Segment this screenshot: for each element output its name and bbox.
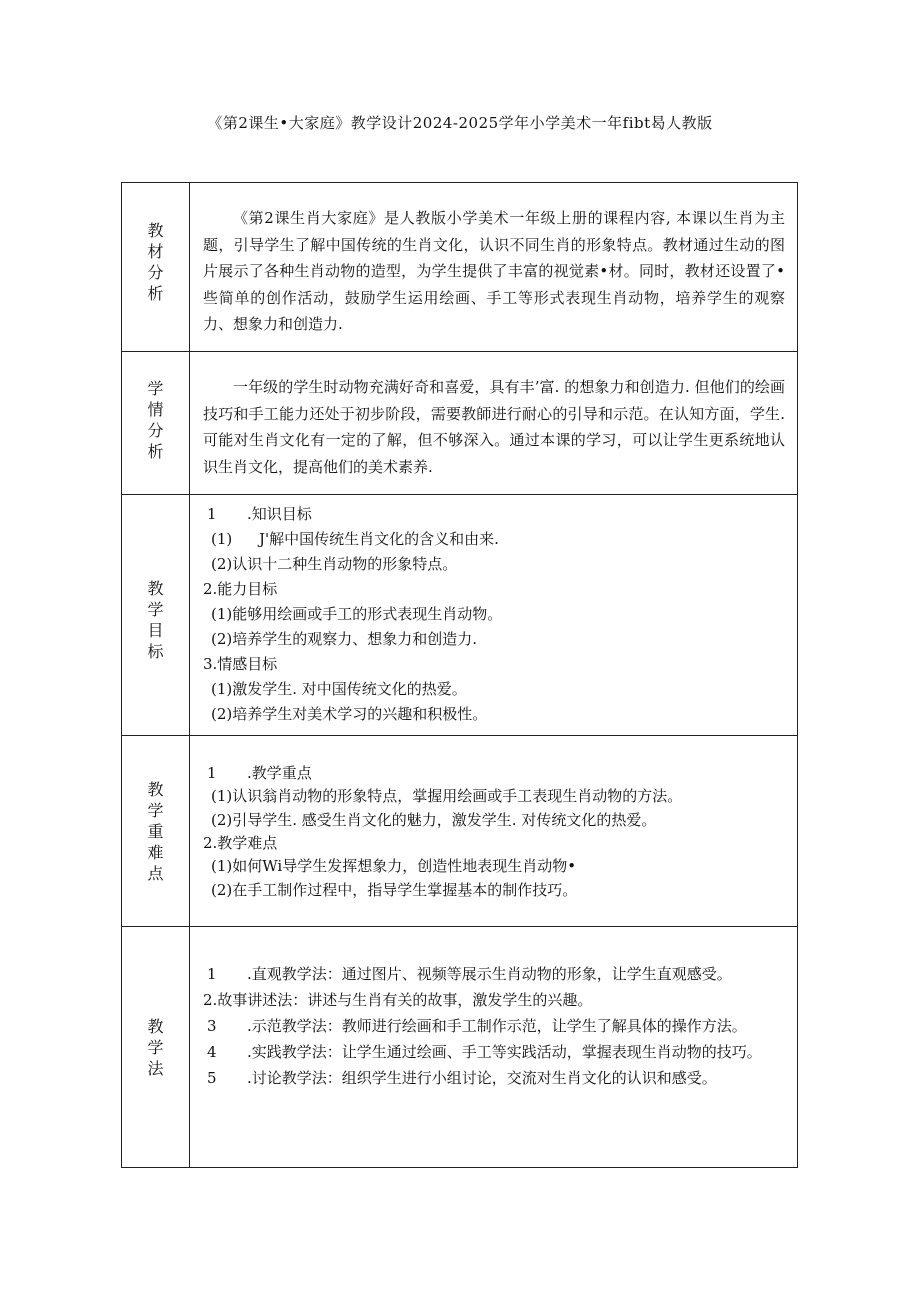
row-teaching-objectives bbox=[122, 495, 797, 736]
row-content bbox=[190, 927, 797, 1167]
label-char: 分 bbox=[147, 421, 164, 440]
list-item: 2.教学难点 bbox=[203, 834, 278, 852]
list-item: (1) J'解中国传统生肖文化的含义和由来. bbox=[211, 530, 499, 548]
list-item: 1 .知识目标 bbox=[207, 505, 312, 523]
list-item: (2)认识十二种生肖动物的形象特点。 bbox=[211, 555, 458, 573]
label-char: 教 bbox=[147, 779, 164, 799]
list-item: (1)激发学生. 对中国传统文化的热爱。 bbox=[211, 680, 467, 698]
row-content bbox=[190, 495, 797, 735]
row-label bbox=[122, 183, 190, 351]
label-char: 法 bbox=[147, 1058, 164, 1078]
list-item: (2)引导学生. 感受生肖文化的魅力，激发学生. 对传统文化的热爱。 bbox=[211, 811, 657, 829]
label-char: 学 bbox=[147, 1037, 164, 1057]
label-char: 目 bbox=[147, 621, 164, 640]
row-label bbox=[122, 736, 190, 926]
analysis-paragraph: 《第2课生肖大家庭》是人教版小学美术一年级上册的课程内容, 本课以生肖为主题，引导学生了解中国传统的生肖文化，认识不同生肖的形象特点。教材通过生动的图片展示了各种生肖动物的造型，为学生提供了丰富的视觉素•材。同时，教材还设置了•些简单的创作活动，鼓励学生运用绘画、手工等形式表现生肖动物，培养学生的观察力、想象力和创造力. bbox=[203, 209, 785, 333]
label-char: 教 bbox=[147, 221, 164, 240]
row-content bbox=[190, 183, 797, 351]
list-item: 5 .讨论教学法：组织学生进行小组讨论，交流对生肖文化的认识和感受。 bbox=[207, 1069, 717, 1087]
analysis-paragraph: 一年级的学生时动物充满好奇和喜爱，具有丰’富. 的想象力和创造力. 但他们的绘画技巧和手工能力还处于初步阶段，需要教師进行耐心的引导和示范。在认知方面，学生. 可能对生肖文化有一定的了解，但不够深入。通过本课的学习，可以让学生更系统地认识生肖文化，提高他们的美术素养. bbox=[203, 378, 785, 476]
label-char: 学 bbox=[147, 379, 164, 398]
list-item: 3.情感目标 bbox=[203, 655, 278, 673]
list-item: (1)认识翁肖动物的形象特点，掌握用绘画或手工表现生肖动物的方法。 bbox=[211, 787, 683, 805]
document-title: 《第2课生•大家庭》教学设计2024-2025学年小学美术一年fibt曷人教版 bbox=[207, 114, 713, 132]
label-char: 学 bbox=[147, 800, 164, 820]
list-item: 1 .教学重点 bbox=[207, 764, 312, 782]
label-char: 教 bbox=[147, 579, 164, 598]
list-item: (1)如何Wi导学生发挥想象力，创造性地表现生肖动物• bbox=[211, 857, 577, 875]
label-char: 分 bbox=[147, 263, 164, 282]
list-item: 1 .直观教学法：通过图片、视频等展示生肖动物的形象，让学生直观感受。 bbox=[207, 965, 732, 983]
row-label bbox=[122, 495, 190, 735]
row-teaching-methods bbox=[122, 927, 797, 1167]
row-content bbox=[190, 352, 797, 494]
label-char: 情 bbox=[147, 400, 164, 419]
list-item: 2.能力目标 bbox=[203, 580, 278, 598]
label-char: 析 bbox=[147, 442, 164, 461]
label-char: 学 bbox=[147, 600, 164, 619]
list-item: (2)培养学生的观察力、想象力和创造力. bbox=[211, 630, 478, 648]
label-char: 析 bbox=[147, 284, 164, 303]
lesson-plan-table bbox=[121, 182, 798, 1168]
list-item: (1)能够用绘画或手工的形式表现生肖动物。 bbox=[211, 605, 503, 623]
label-char: 点 bbox=[147, 863, 164, 883]
label-char: 教 bbox=[147, 1016, 164, 1036]
list-item: 3 .示范教学法：教师进行绘画和手工制作示范，让学生了解具体的操作方法。 bbox=[207, 1017, 747, 1035]
row-label bbox=[122, 927, 190, 1167]
row-label bbox=[122, 352, 190, 494]
row-content bbox=[190, 736, 797, 926]
list-item: (2)在手工制作过程中，指导学生掌握基本的制作技巧。 bbox=[211, 881, 578, 899]
label-char: 材 bbox=[147, 242, 164, 261]
row-textbook-analysis bbox=[122, 183, 797, 352]
row-student-analysis bbox=[122, 352, 797, 495]
label-char: 重 bbox=[147, 821, 164, 841]
row-key-points bbox=[122, 736, 797, 927]
label-char: 难 bbox=[147, 842, 164, 862]
list-item: (2)培养学生对美术学习的兴趣和积极性。 bbox=[211, 705, 488, 723]
label-char: 标 bbox=[147, 642, 164, 661]
list-item: 2.故事讲述法：讲述与生肖有关的故事，激发学生的兴趣。 bbox=[203, 991, 593, 1009]
list-item: 4 .实践教学法：让学生通过绘画、手工等实践活动，掌握表现生肖动物的技巧。 bbox=[207, 1043, 762, 1061]
